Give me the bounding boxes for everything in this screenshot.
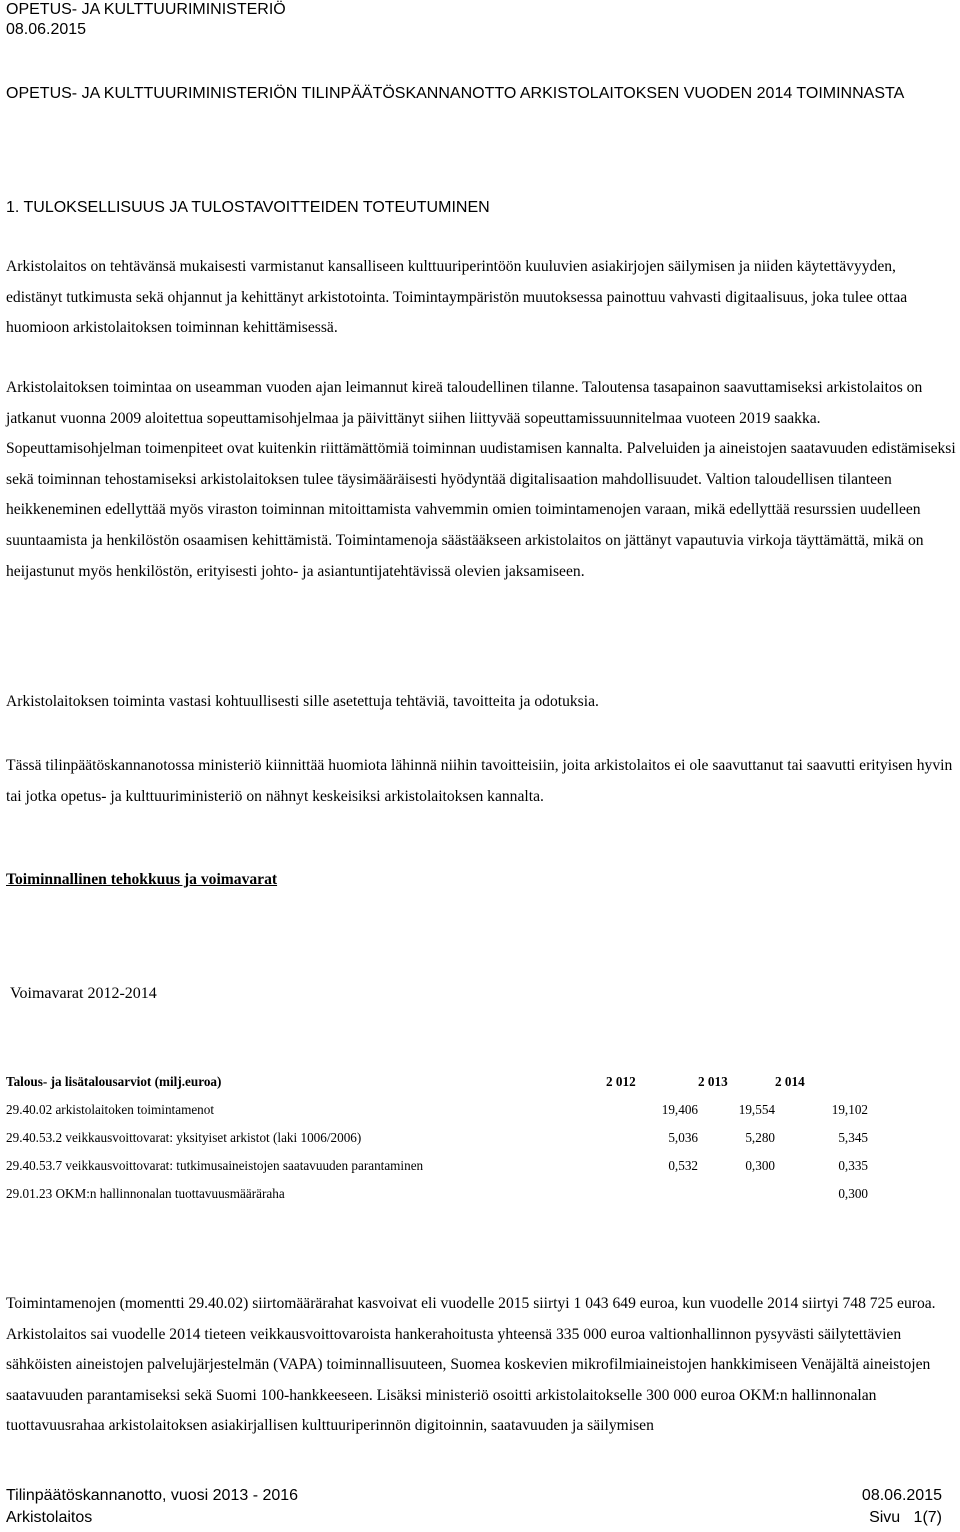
paragraph-5: Toimintamenojen (momentti 29.40.02) siirtomäärärahat kasvoivat eli vuodelle 2015 siirtyi 1 043 649 euroa, kun vuodelle 2014 siirtyi 748 725 euroa. Arkistolaitos sai vuodelle 2014 tieteen veikkausvoittovaroista hankerahoitusta yhteensä 335 000 euroa valtionhallinnon pysyvästi säilytettävien sähköisten aineistojen palvelujärjestelmän (VAPA) toiminnallisuuteen, Suomea koskevien mikrofilmiaineistojen hankkimiseen Venäjältä aineistojen saatavuuden parantamiseksi sekä Suomi 100-hankkeeseen. Lisäksi ministeriö osoitti arkistolaitokselle 300 000 euroa OKM:n hallinnonalan tuottavuusrahaa arkistolaitoksen asiakirjallisen kulttuuriperinnön digitoinnin, saatavuuden ja säilymisen [6, 1295, 936, 1435]
table-row [6, 1124, 868, 1152]
section-heading: 1. TULOKSELLISUUS JA TULOSTAVOITTEIDEN TOTEUTUMINEN [6, 199, 490, 216]
table-cell-value: 0,300 [745, 1158, 775, 1173]
table-header-label: Talous- ja lisätalousarviot (milj.euroa) [6, 1074, 222, 1089]
table-cell-value: 0,300 [838, 1186, 868, 1201]
table-cell-value: 5,345 [838, 1130, 868, 1145]
table-row [6, 1096, 868, 1124]
table-cell-label: 29.40.53.7 veikkausvoittovarat: tutkimusaineistojen saatavuuden parantaminen [6, 1158, 424, 1173]
table-cell-value: 5,280 [745, 1130, 775, 1145]
table-cell-value: 19,102 [831, 1102, 868, 1117]
table-cell-value [698, 1180, 775, 1208]
table-cell-label: 29.01.23 OKM:n hallinnonalan tuottavuusmääräraha [6, 1186, 285, 1201]
table-header-2013: 2 013 [698, 1074, 728, 1089]
footer-date: 08.06.2015 [861, 1487, 942, 1504]
footer-organization: Arkistolaitos [6, 1509, 93, 1526]
paragraph-2: Arkistolaitoksen toimintaa on useamman vuoden ajan leimannut kireä taloudellinen tilanne. Taloutensa tasapainon saavuttamiseksi arkistolaitos on jatkanut vuonna 2009 aloitettua sopeuttamisohjelmaa ja päivittänyt siihen liittyvää sopeuttamissuunnitelmaa vuoteen 2019 saakka. Sopeuttamisohjelman toimenpiteet ovat kuitenkin riittämättömiä toiminnan uudistamisen kannalta. Palveluiden ja aineistojen saatavuuden edistämiseksi sekä toiminnan tehostamiseksi arkistolaitoksen tulee täysimääräisesti hyödyntää digitalisaation mahdollisuudet. Valtion taloudellisen tilanteen heikkeneminen edellyttää myös viraston toiminnan mitoittamista vahvemmin omien toimintamenojen varaan, mikä edellyttää resurssien uudelleen suuntaamista ja henkilöstön osaamisen kehittämistä. Toimintamenoja säästääkseen arkistolaitos on jättänyt vapautuvia virkoja täyttämättä, mikä on heijastunut myös henkilöstön, erityisesti johto- ja asiantuntijatehtävissä olevien jaksamiseen. [6, 379, 956, 580]
table-cell-value: 0,335 [838, 1158, 868, 1173]
header-ministry: OPETUS- JA KULTTUURIMINISTERIÖ [6, 1, 286, 18]
budget-table [6, 1068, 868, 1208]
table-row [6, 1180, 868, 1208]
table-caption: Voimavarat 2012-2014 [10, 985, 157, 1002]
table-header-row [6, 1068, 868, 1096]
table-cell-value: 19,406 [661, 1102, 698, 1117]
page-header [6, 0, 286, 40]
footer-document-name: Tilinpäätöskannanotto, vuosi 2013 - 2016 [6, 1487, 299, 1504]
table-cell-value: 0,532 [668, 1158, 698, 1173]
table-row [6, 1152, 868, 1180]
paragraph-4: Tässä tilinpäätöskannanotossa ministeriö kiinnittää huomiota lähinnä niihin tavoitteisiin, joita arkistolaitos ei ole saavuttanut tai saavutti erityisen hyvin tai jotka opetus- ja kulttuuriministeriö on nähnyt keskeisiksi arkistolaitoksen kannalta. [6, 757, 953, 805]
header-date: 08.06.2015 [6, 21, 87, 38]
footer-page-number: Sivu 1(7) [869, 1509, 942, 1526]
table-cell-value [606, 1180, 698, 1208]
table-header-2014: 2 014 [775, 1074, 805, 1089]
table-cell-label: 29.40.02 arkistolaitoken toimintamenot [6, 1102, 215, 1117]
table-cell-label: 29.40.53.2 veikkausvoittovarat: yksityiset arkistot (laki 1006/2006) [6, 1130, 362, 1145]
subheading: Toiminnallinen tehokkuus ja voimavarat [6, 871, 278, 888]
paragraph-1: Arkistolaitos on tehtävänsä mukaisesti varmistanut kansalliseen kulttuuriperintöön kuuluvien asiakirjojen säilymisen ja niiden käytettävyyden, edistänyt tutkimusta sekä ohjannut ja kehittänyt arkistotointa. Toimintaympäristön muutoksessa painottuu vahvasti digitaalisuus, joka tulee ottaa huomioon arkistolaitoksen toiminnan kehittämisessä. [6, 258, 908, 337]
table-cell-value: 19,554 [738, 1102, 775, 1117]
table-cell-value: 5,036 [668, 1130, 698, 1145]
document-title: OPETUS- JA KULTTUURIMINISTERIÖN TILINPÄÄTÖSKANNANOTTO ARKISTOLAITOKSEN VUODEN 2014 TOIMINNASTA [6, 85, 905, 102]
paragraph-3: Arkistolaitoksen toiminta vastasi kohtuullisesti sille asetettuja tehtäviä, tavoitteita ja odotuksia. [6, 693, 599, 710]
table-header-2012: 2 012 [606, 1074, 636, 1089]
